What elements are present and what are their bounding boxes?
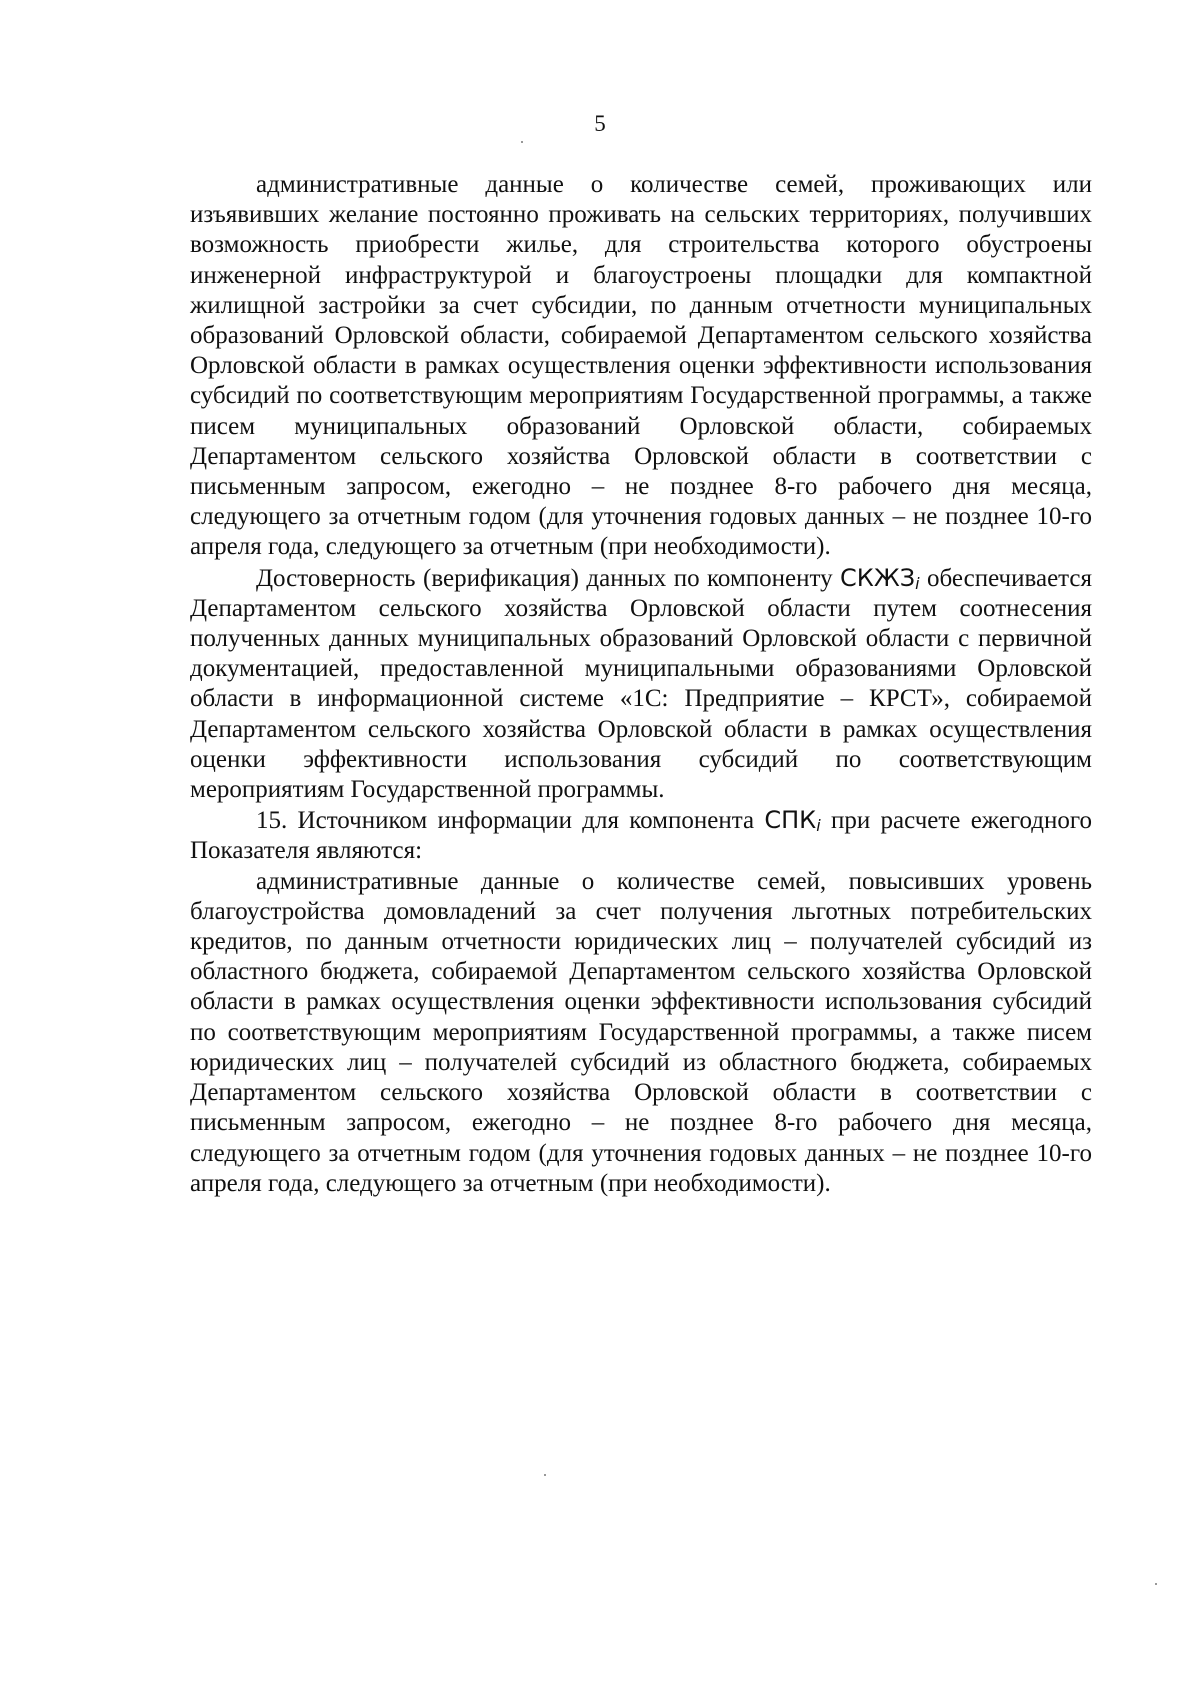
scan-speck	[544, 1474, 546, 1476]
component-symbol-spk	[764, 806, 820, 834]
paragraph-text: административные данные о количестве семей, проживающих или изъявивших желание постоянно проживать на сельских территориях, получивших возможность приобрести жилье, для строительства которого обустроены инженерной инфраструктурой и благоустроены площадки для компактной жилищной застройки за счет субсидии, по данным отчетности муниципальных образований Орловской области, собираемой Департаментом сельского хозяйства Орловской области в рамках осуществления оценки эффективности использования субсидий по соответствующим мероприятиям Государственной программы, а также писем муниципальных образований Орловской области, собираемых Департаментом сельского хозяйства Орловской области в соответствии с письменным запросом, ежегодно – не позднее 8-го рабочего дня месяца, следующего за отчетным годом (для уточнения годовых данных – не позднее 10-го апреля года, следующего за отчетным (при необходимости).	[190, 171, 1092, 561]
paragraph-text: административные данные о количестве семей, повысивших уровень благоустройства домовладений за счет получения льготных потребительских кредитов, по данным отчетности юридических лиц – получателей субсидий из областного бюджета, собираемой Департаментом сельского хозяйства Орловской области в рамках осуществления оценки эффективности использования субсидий по соответствующим мероприятиям Государственной программы, а также писем юридических лиц – получателей субсидий из областного бюджета, собираемых Департаментом сельского хозяйства Орловской области в соответствии с письменным запросом, ежегодно – не позднее 8-го рабочего дня месяца, следующего за отчетным годом (для уточнения годовых данных – не позднее 10-го апреля года, следующего за отчетным (при необходимости).	[190, 867, 1092, 1197]
paragraph-text-end: при расчете ежегодного Показателя являются:	[190, 807, 1092, 865]
scan-speck	[1155, 1583, 1157, 1585]
scan-speck	[521, 141, 523, 143]
symbol-index: i	[816, 816, 821, 836]
paragraph-text-end: обеспечивается Департаментом сельского хозяйства Орловской области путем соотнесения полученных данных муниципальных образований Орловской области с первичной документацией, предоставленной муниципальными образованиями Орловской области в информационной системе «1С: Предприятие – КРСТ», собираемой Департаментом сельского хозяйства Орловской области в рамках осуществления оценки эффективности использования субсидий по соответствующим мероприятиям Государственной программы.	[190, 564, 1092, 804]
paragraph-admin-data-housing	[190, 170, 1092, 563]
page-number: 5	[594, 111, 606, 136]
paragraph-verification	[190, 563, 1092, 806]
symbol-text: СПК	[764, 806, 817, 835]
body-text	[190, 170, 1092, 1199]
symbol-index: i	[915, 573, 920, 593]
paragraph-text-start: 15. Источником информации для компонента	[256, 807, 765, 835]
component-symbol-skzh	[840, 564, 920, 592]
paragraph-item-15	[190, 805, 1092, 866]
symbol-text: СКЖЗ	[840, 563, 916, 592]
paragraph-text-start: Достоверность (верификация) данных по компоненту	[256, 564, 841, 592]
paragraph-admin-data-credits	[190, 867, 1092, 1199]
